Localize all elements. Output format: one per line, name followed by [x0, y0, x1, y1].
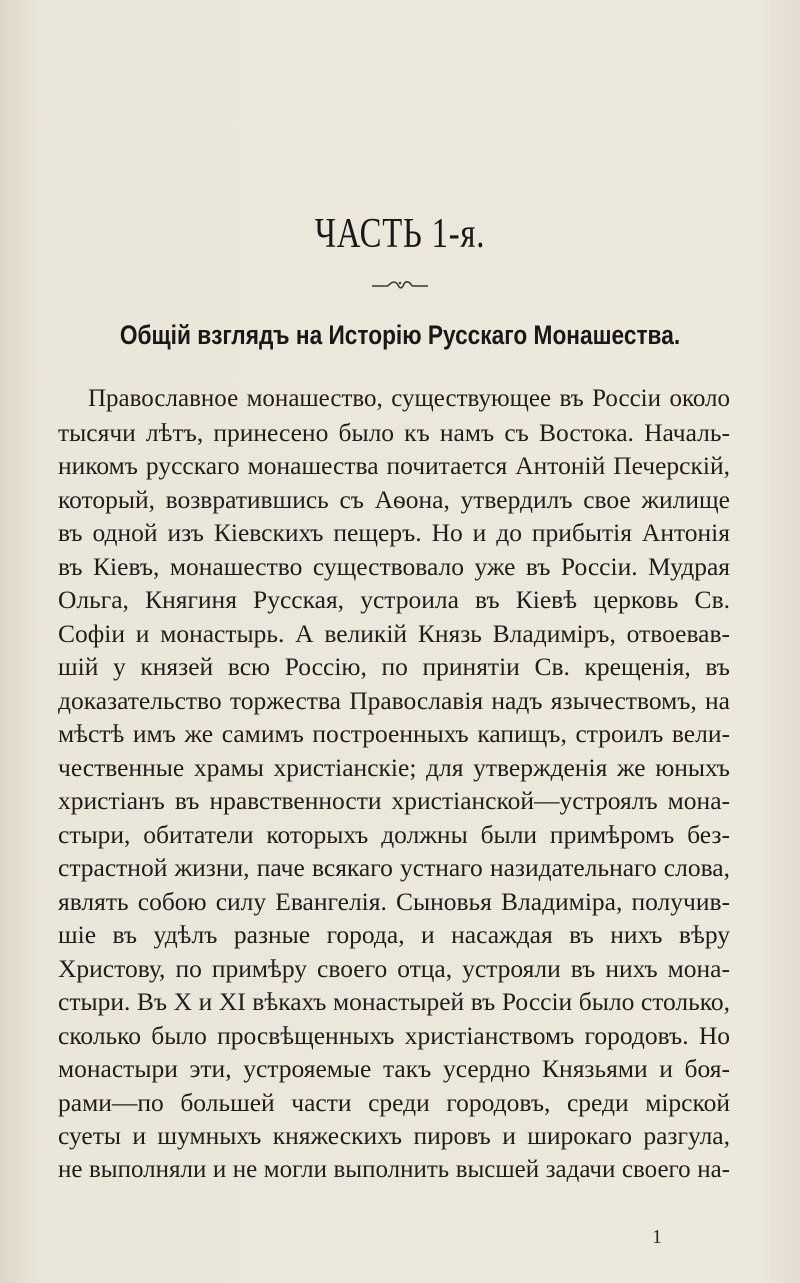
text-line: рами—по большей части среди городовъ, среди мiрской: [58, 1087, 730, 1117]
text-line: являть собою силу Евангелiя. Сыновья Владимiра, получив-: [58, 886, 730, 916]
page-number: 1: [652, 1226, 662, 1248]
text-line: Православное монашество, существующее въ Россiи около: [88, 385, 730, 412]
section-title: Общiй взглядъ на Исторiю Русскаго Монашества.: [119, 320, 681, 350]
text-line: стыри, обитатели которыхъ должны были примѣромъ без-: [58, 819, 730, 849]
text-line: стыри. Въ X и XI вѣкахъ монастырей въ Россiи было столько,: [58, 987, 730, 1016]
text-line: въ одной изъ Кiевскихъ пещеръ. Но и до прибытiя Антонiя: [58, 518, 730, 547]
text-line: не выполняли и не могли выполнить высшей задачи своего на-: [58, 1155, 730, 1183]
text-line: въ Кiевъ, монашество существовало уже въ Россiи. Мудрая: [58, 551, 730, 581]
text-line: доказательство торжества Православiя надъ язычествомъ, на: [58, 685, 730, 715]
text-line: христiанъ въ нравственности христiанской—устроялъ мона-: [58, 786, 730, 815]
text-line: сколько было просвѣщенныхъ христiанствомъ городовъ. Но: [58, 1020, 730, 1050]
text-line: шiе въ удѣлъ разные города, и насаждая въ нихъ вѣру: [58, 920, 730, 949]
text-line: страстной жизни, паче всякаго устнаго назидательнаго слова,: [58, 853, 730, 882]
text-line: мѣстѣ имъ же самимъ построенныхъ капищъ, строилъ вели-: [58, 719, 730, 748]
text-line: шiй у князей всю Россiю, по принятiи Св. крещенiя, въ: [58, 652, 730, 681]
text-line: никомъ русскаго монашества почитается Антонiй Печерскiй,: [58, 451, 730, 480]
text-line: монастыри эти, устрояемые такъ усердно Князьями и боя-: [58, 1054, 730, 1083]
text-line: Христову, по примѣру своего отца, устрояли въ нихъ мона-: [58, 953, 730, 983]
part-title: ЧАСТЬ 1-я.: [314, 211, 486, 257]
text-line: суеты и шумныхъ княжескихъ пировъ и широкаго разгула,: [58, 1121, 730, 1150]
body-paragraph: [58, 382, 730, 1186]
text-line: тысячи лѣтъ, принесено было къ намъ съ Востока. Началь-: [58, 417, 730, 447]
text-line: Ольга, Княгиня Русская, устроила въ Кiевѣ церковь Св.: [58, 585, 730, 614]
text-line: Софiи и монастырь. А великiй Князь Владимiръ, отвоевав-: [58, 618, 730, 648]
text-line: чественные храмы христiанскiе; для утвержденiя же юныхъ: [58, 752, 730, 782]
text-line: который, возвратившись съ Аѳона, утвердилъ свое жилище: [58, 484, 730, 514]
ornament-flourish-icon: [370, 279, 430, 291]
